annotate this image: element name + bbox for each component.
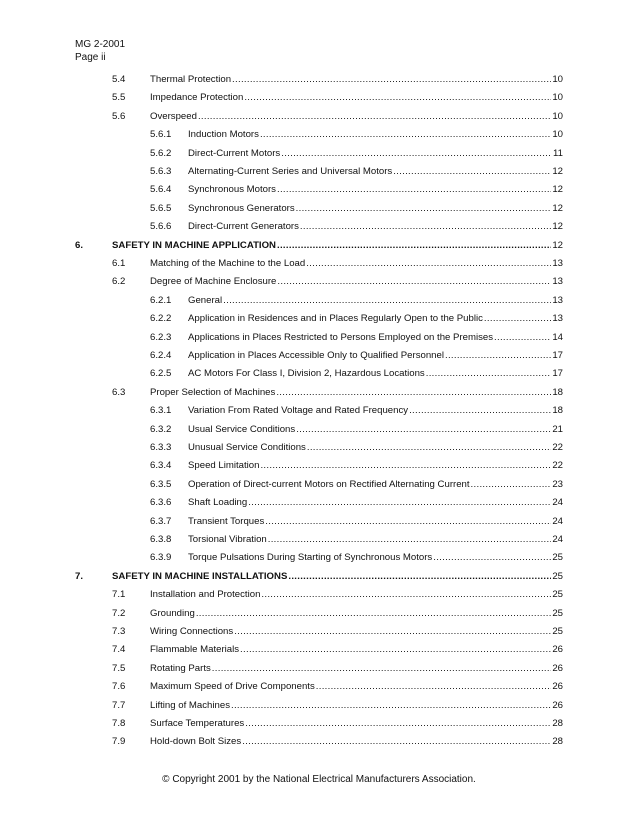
toc-dot-leader	[248, 496, 551, 510]
toc-entry-line	[188, 349, 563, 363]
toc-entry-page: 10	[552, 92, 563, 104]
toc-entry-line	[150, 625, 563, 639]
toc-entry-page: 25	[552, 552, 563, 564]
toc-dot-leader	[212, 662, 552, 676]
toc-entry-number: 7.8	[112, 718, 126, 729]
page-label: Page ii	[75, 52, 106, 63]
toc-entry-page: 25	[552, 626, 563, 637]
toc-entry-number: 7.2	[112, 607, 126, 619]
toc-entry-number: 6.2.1	[150, 294, 172, 306]
toc-dot-leader	[307, 441, 551, 455]
toc-entry-title: Rotating Parts	[150, 662, 211, 674]
toc-entry-title: Thermal Protection	[150, 74, 232, 85]
toc-entry[interactable]	[0, 220, 563, 234]
toc-entry-number: 5.6.5	[150, 202, 172, 214]
toc-entry[interactable]	[0, 570, 563, 584]
toc-entry-page: 10	[552, 110, 563, 122]
toc-entry-line	[150, 680, 563, 694]
toc-entry-title: SAFETY IN MACHINE INSTALLATIONS	[112, 570, 288, 582]
toc-entry-number: 6.3.8	[150, 534, 172, 545]
toc-entry-page: 28	[552, 718, 563, 729]
toc-entry-title: Overspeed	[150, 110, 197, 122]
toc-entry-line	[188, 312, 563, 326]
toc-entry-number: 6.3.4	[150, 460, 172, 472]
toc-entry-line	[188, 331, 563, 345]
toc-entry-title: Torsional Vibration	[188, 534, 267, 545]
toc-entry-line	[112, 570, 563, 584]
toc-entry[interactable]	[0, 110, 563, 124]
toc-entry[interactable]	[0, 551, 563, 565]
toc-entry-title: Impedance Protection	[150, 92, 244, 104]
toc-entry[interactable]	[0, 643, 563, 657]
toc-entry-page: 12	[552, 184, 563, 196]
toc-entry[interactable]	[0, 147, 563, 161]
toc-entry-title: Hold-down Bolt Sizes	[150, 736, 242, 748]
toc-entry[interactable]	[0, 331, 563, 345]
toc-entry-title: AC Motors For Class I, Division 2, Hazardous Locations	[188, 368, 425, 380]
toc-entry-title: Direct-Current Generators	[188, 221, 299, 233]
toc-dot-leader	[471, 478, 552, 492]
toc-entry-title: Synchronous Generators	[188, 202, 295, 214]
toc-entry-title: Flammable Materials	[150, 644, 240, 656]
toc-entry-number: 5.6.1	[150, 129, 172, 141]
toc-entry-page: 26	[552, 681, 563, 693]
toc-entry[interactable]	[0, 404, 563, 418]
toc-dot-leader	[281, 147, 552, 161]
toc-dot-leader	[316, 680, 552, 694]
toc-entry-title: Shaft Loading	[188, 497, 248, 509]
toc-entry-number: 7.	[75, 570, 84, 582]
toc-entry-page: 13	[552, 294, 563, 306]
toc-entry-line	[188, 147, 563, 161]
toc-entry-page: 25	[552, 607, 563, 619]
toc-entry-line	[150, 73, 563, 87]
toc-entry-number: 5.6.3	[150, 166, 172, 177]
toc-dot-leader	[268, 533, 552, 547]
toc-entry-page: 26	[552, 699, 563, 711]
toc-entry[interactable]	[0, 423, 563, 437]
toc-entry-number: 6.2.4	[150, 350, 172, 361]
toc-entry[interactable]	[0, 662, 563, 676]
toc-dot-leader	[260, 128, 551, 142]
toc-entry-page: 10	[552, 129, 563, 141]
toc-entry-number: 6.3.9	[150, 552, 172, 564]
toc-entry[interactable]	[0, 699, 563, 713]
toc-entry-page: 21	[552, 423, 563, 435]
toc-entry-line	[150, 699, 563, 713]
toc-entry-number: 6.2.2	[150, 313, 172, 325]
toc-dot-leader	[196, 607, 552, 621]
toc-entry-number: 6.3	[112, 386, 126, 398]
toc-dot-leader	[244, 91, 551, 105]
toc-entry-number: 7.5	[112, 662, 126, 674]
toc-entry-line	[188, 533, 563, 547]
toc-entry-number: 6.2.5	[150, 368, 172, 380]
toc-dot-leader	[300, 220, 551, 234]
toc-entry-page: 26	[552, 644, 563, 656]
toc-entry[interactable]	[0, 128, 563, 142]
toc-entry-number: 7.6	[112, 681, 126, 693]
toc-entry-title: Torque Pulsations During Starting of Synchronous Motors	[188, 552, 433, 564]
toc-entry-title: Matching of the Machine to the Load	[150, 258, 306, 269]
toc-dot-leader	[232, 73, 551, 87]
toc-dot-leader	[409, 404, 551, 418]
toc-dot-leader	[393, 165, 551, 179]
toc-entry-title: Application in Residences and in Places Regularly Open to the Public	[188, 313, 483, 325]
toc-entry-line	[150, 386, 563, 400]
toc-entry[interactable]	[0, 349, 563, 363]
toc-entry[interactable]	[0, 478, 563, 492]
toc-entry-line	[188, 165, 563, 179]
toc-entry-line	[188, 496, 563, 510]
toc-entry-page: 17	[552, 368, 563, 380]
toc-dot-leader	[265, 515, 551, 529]
toc-entry-number: 6.3.1	[150, 405, 172, 417]
toc-entry[interactable]	[0, 386, 563, 400]
toc-entry-number: 6.3.5	[150, 478, 172, 490]
toc-entry-page: 23	[552, 478, 563, 490]
toc-entry[interactable]	[0, 202, 563, 216]
toc-entry-line	[150, 643, 563, 657]
page-header	[75, 38, 125, 64]
toc-dot-leader	[260, 459, 551, 473]
toc-dot-leader	[277, 183, 551, 197]
toc-dot-leader	[198, 110, 551, 124]
toc-entry-title: Variation From Rated Voltage and Rated Frequency	[188, 405, 409, 417]
toc-entry-number: 6.1	[112, 258, 126, 269]
toc-dot-leader	[234, 625, 551, 639]
toc-entry[interactable]	[0, 275, 563, 289]
toc-entry-line	[188, 459, 563, 473]
toc-entry[interactable]	[0, 735, 563, 749]
toc-dot-leader	[494, 331, 551, 345]
toc-entry-number: 7.1	[112, 589, 126, 601]
toc-entry-page: 18	[552, 386, 563, 398]
toc-dot-leader	[231, 699, 551, 713]
toc-entry-page: 28	[552, 736, 563, 748]
toc-entry-line	[188, 128, 563, 142]
toc-entry[interactable]	[0, 459, 563, 473]
toc-entry-number: 6.3.6	[150, 497, 172, 509]
toc-entry[interactable]	[0, 165, 563, 179]
toc-entry-title: SAFETY IN MACHINE APPLICATION	[112, 239, 276, 251]
toc-entry-page: 13	[552, 313, 563, 325]
toc-entry-title: Synchronous Motors	[188, 184, 276, 196]
toc-dot-leader	[433, 551, 551, 565]
toc-entry[interactable]	[0, 294, 563, 308]
toc-entry-title: Grounding	[150, 607, 195, 619]
toc-entry-title: Alternating-Current Series and Universal Motors	[188, 166, 393, 177]
toc-entry-page: 24	[552, 515, 563, 527]
toc-entry-line	[150, 275, 563, 289]
toc-entry-number: 6.2.3	[150, 331, 172, 343]
toc-entry-page: 18	[552, 405, 563, 417]
toc-entry-number: 5.6.6	[150, 221, 172, 233]
toc-entry-line	[150, 607, 563, 621]
toc-entry-line	[150, 110, 563, 124]
toc-entry-number: 5.6.4	[150, 184, 172, 196]
toc-entry[interactable]	[0, 533, 563, 547]
toc-dot-leader	[242, 735, 551, 749]
toc-entry-title: Wiring Connections	[150, 626, 234, 637]
toc-entry[interactable]	[0, 625, 563, 639]
toc-entry-page: 24	[552, 497, 563, 509]
toc-entry-line	[188, 367, 563, 381]
toc-entry[interactable]	[0, 312, 563, 326]
toc-entry-line	[150, 662, 563, 676]
toc-dot-leader	[276, 386, 551, 400]
toc-entry-page: 10	[552, 74, 563, 85]
toc-entry[interactable]	[0, 91, 563, 105]
toc-entry-title: Installation and Protection	[150, 589, 261, 601]
toc-entry-line	[150, 588, 563, 602]
toc-entry[interactable]	[0, 588, 563, 602]
toc-entry-line	[188, 294, 563, 308]
document-id: MG 2-2001	[75, 39, 126, 50]
toc-entry-page: 11	[553, 147, 563, 159]
toc-dot-leader	[223, 294, 551, 308]
toc-entry-number: 7.3	[112, 626, 126, 637]
toc-entry-title: Application in Places Accessible Only to Qualified Personnel	[188, 350, 444, 361]
toc-entry-number: 6.	[75, 239, 84, 251]
toc-entry-line	[188, 423, 563, 437]
toc-entry-number: 6.3.7	[150, 515, 172, 527]
toc-entry-title: Surface Temperatures	[150, 718, 245, 729]
toc-entry-number: 5.4	[112, 74, 126, 85]
toc-entry-title: Degree of Machine Enclosure	[150, 276, 277, 288]
toc-entry[interactable]	[0, 680, 563, 694]
toc-entry[interactable]	[0, 367, 563, 381]
toc-entry[interactable]	[0, 239, 563, 253]
toc-entry[interactable]	[0, 183, 563, 197]
toc-entry-title: Maximum Speed of Drive Components	[150, 681, 315, 693]
toc-entry-page: 12	[552, 166, 563, 177]
toc-dot-leader	[277, 239, 551, 253]
toc-dot-leader	[426, 367, 552, 381]
toc-entry-title: Usual Service Conditions	[188, 423, 296, 435]
toc-entry-number: 6.3.2	[150, 423, 172, 435]
toc-entry-page: 13	[552, 258, 563, 269]
toc-entry-line	[150, 735, 563, 749]
toc-entry-number: 5.6.2	[150, 147, 172, 159]
toc-entry-title: General	[188, 294, 223, 306]
toc-entry-line	[150, 91, 563, 105]
toc-entry-number: 7.9	[112, 736, 126, 748]
toc-entry-title: Proper Selection of Machines	[150, 386, 276, 398]
toc-entry-number: 5.6	[112, 110, 126, 122]
toc-entry-title: Direct-Current Motors	[188, 147, 281, 159]
toc-entry-number: 7.7	[112, 699, 126, 711]
toc-dot-leader	[445, 349, 551, 363]
toc-entry-page: 17	[552, 350, 563, 361]
toc-entry-title: Operation of Direct-current Motors on Rectified Alternating Current	[188, 478, 470, 490]
toc-dot-leader	[261, 588, 551, 602]
toc-entry-line	[188, 441, 563, 455]
toc-dot-leader	[240, 643, 551, 657]
toc-entry-title: Induction Motors	[188, 129, 259, 141]
toc-dot-leader	[296, 202, 552, 216]
toc-entry-page: 24	[552, 534, 563, 545]
copyright-footer: © Copyright 2001 by the National Electrical Manufacturers Association.	[162, 774, 476, 785]
toc-entry[interactable]	[0, 73, 563, 87]
toc-entry-line	[188, 515, 563, 529]
toc-entry[interactable]	[0, 496, 563, 510]
toc-entry-title: Lifting of Machines	[150, 699, 230, 711]
toc-entry-title: Transient Torques	[188, 515, 265, 527]
toc-entry[interactable]	[0, 717, 563, 731]
toc-entry-page: 25	[552, 589, 563, 601]
toc-entry-line	[188, 202, 563, 216]
toc-dot-leader	[245, 717, 551, 731]
toc-entry-page: 12	[552, 221, 563, 233]
toc-entry[interactable]	[0, 257, 563, 271]
toc-entry-title: Unusual Service Conditions	[188, 442, 306, 453]
toc-entry-page: 22	[552, 442, 563, 453]
toc-entry-page: 26	[552, 662, 563, 674]
toc-entry-line	[188, 404, 563, 418]
toc-entry-number: 7.4	[112, 644, 126, 656]
toc-dot-leader	[296, 423, 551, 437]
toc-entry-line	[112, 239, 563, 253]
toc-entry[interactable]	[0, 441, 563, 455]
toc-dot-leader	[484, 312, 551, 326]
toc-entry-page: 25	[552, 570, 563, 582]
toc-entry-number: 6.3.3	[150, 442, 172, 453]
toc-dot-leader	[288, 570, 551, 584]
toc-entry-page: 13	[552, 276, 563, 288]
toc-dot-leader	[306, 257, 551, 271]
toc-entry-line	[188, 183, 563, 197]
toc-entry-line	[188, 478, 563, 492]
toc-entry[interactable]	[0, 515, 563, 529]
toc-entry-title: Applications in Places Restricted to Persons Employed on the Premises	[188, 331, 494, 343]
toc-entry-page: 14	[552, 331, 563, 343]
toc-entry-page: 12	[552, 239, 563, 251]
toc-entry-line	[150, 257, 563, 271]
toc-entry-number: 5.5	[112, 92, 126, 104]
toc-entry-page: 12	[552, 202, 563, 214]
toc-entry-title: Speed Limitation	[188, 460, 260, 472]
toc-entry-line	[150, 717, 563, 731]
toc-entry-page: 22	[552, 460, 563, 472]
toc-entry-number: 6.2	[112, 276, 126, 288]
toc-dot-leader	[277, 275, 551, 289]
toc-entry-line	[188, 220, 563, 234]
toc-entry[interactable]	[0, 607, 563, 621]
toc-entry-line	[188, 551, 563, 565]
